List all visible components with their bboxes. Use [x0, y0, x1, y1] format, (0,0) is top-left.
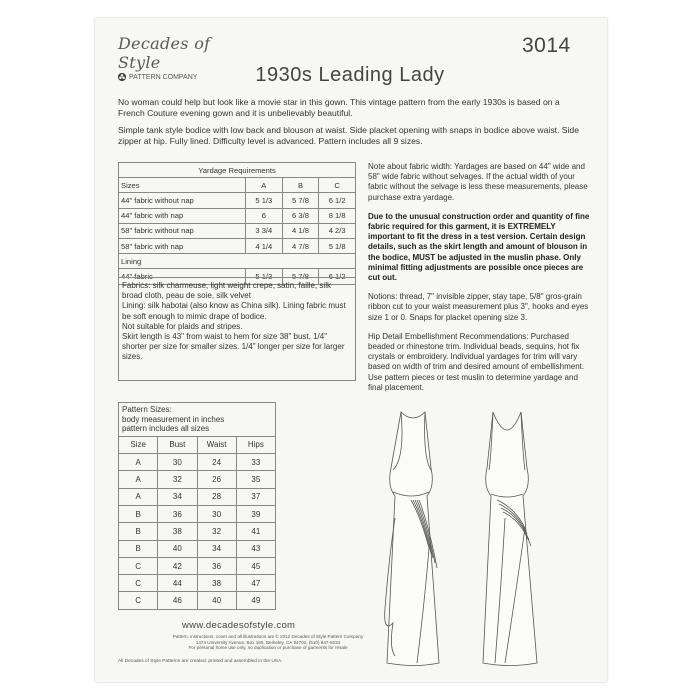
copyright-line: For personal home use only, no duplication or purchase of garments for resale — [188, 645, 348, 651]
table-cell: 6 — [246, 208, 283, 223]
table-cell: 40 — [197, 592, 236, 609]
table-header: Bust — [158, 436, 197, 453]
table-header: C — [319, 178, 356, 193]
table-cell: 6 1/2 — [319, 193, 356, 208]
yardage-table — [118, 162, 356, 285]
table-cell: 36 — [197, 557, 236, 574]
caption-line: pattern includes all sizes — [122, 424, 210, 434]
table-cell: 6 1/2 — [319, 269, 356, 284]
table-cell: 38 — [158, 523, 197, 540]
table-header: Hips — [236, 436, 275, 453]
table-cell: 40 — [158, 540, 197, 557]
fabric-line: Not suitable for plaids and stripes. — [122, 321, 243, 331]
gown-back-sketch — [483, 412, 537, 666]
intro-paragraph: Simple tank style bodice with low back and blouson at waist. Side placket opening with snaps in bodice above waist. Side zipper at hip. Fully lined. Difficulty level is advanced. Pattern includes all 9 sizes. — [118, 125, 579, 146]
fabric-line: Lining: silk habotai (also know as China silk). Lining fabric must be soft enough to mimic drape of bodice. — [122, 301, 346, 321]
table-cell: 47 — [236, 575, 275, 592]
table-row — [119, 540, 276, 557]
made-in-usa-footer: All Decades of Style Patterns are created, printed and assembled in the USA. — [118, 659, 283, 664]
table-row — [119, 488, 276, 505]
table-cell: 4 1/8 — [282, 223, 319, 238]
table-cell: 44" fabric with nap — [119, 208, 246, 223]
copyright-line: Pattern, instructions, cover and all illustrations are © 2012 Decades of Style Pattern Company — [172, 634, 364, 639]
table-cell: 37 — [236, 488, 275, 505]
table-header: Waist — [197, 436, 236, 453]
table-cell: B — [119, 540, 158, 557]
table-cell: C — [119, 592, 158, 609]
table-header: A — [246, 178, 283, 193]
table-cell: 4 7/8 — [282, 238, 319, 253]
table-cell: 46 — [158, 592, 197, 609]
table-cell: 44" fabric without nap — [119, 193, 246, 208]
logo-subtitle: PATTERN COMPANY — [129, 73, 198, 81]
table-cell: 41 — [236, 523, 275, 540]
table-header: Size — [119, 436, 158, 453]
copyright-notice — [118, 634, 418, 651]
table-cell: C — [119, 557, 158, 574]
table-cell: 26 — [197, 471, 236, 488]
table-cell: 35 — [236, 471, 275, 488]
table-cell: B — [119, 505, 158, 522]
sizes-table — [118, 402, 276, 610]
table-cell: 32 — [197, 523, 236, 540]
table-row — [119, 557, 276, 574]
fabric-line: Skirt length is 43" from waist to hem for size 38" bust. 1/4" shorter per size for smaller sizes. 1/4" longer per size for larger sizes. — [122, 332, 345, 362]
table-cell: 28 — [197, 488, 236, 505]
logo-wordmark: Decades of Style — [118, 34, 211, 72]
table-cell: A — [119, 471, 158, 488]
table-header: B — [282, 178, 319, 193]
website-url: www.decadesofstyle.com — [182, 620, 296, 631]
table-cell: 4 2/3 — [319, 223, 356, 238]
table-cell: 33 — [236, 454, 275, 471]
table-cell: B — [119, 523, 158, 540]
caption-line: Pattern Sizes: — [122, 405, 172, 414]
table-cell: 44 — [158, 575, 197, 592]
lining-label: Lining — [119, 254, 356, 269]
table-row — [119, 575, 276, 592]
notes-column — [368, 162, 590, 402]
fabric-width-note: Note about fabric width: Yardages are based on 44" wide and 58" wide fabric without selvages. If the actual width of your fabric without the selvage is less these measurements, please purchase extra yardage. — [368, 162, 588, 202]
table-cell: 4 1/4 — [246, 238, 283, 253]
fabric-line: Fabrics: silk charmeuse, light weight crepe, satin, faille, silk broad cloth, peau de soie, silk velvet — [122, 281, 331, 301]
table-cell: 5 7/8 — [282, 269, 319, 284]
table-row — [119, 505, 276, 522]
table-cell: 5 1/8 — [319, 238, 356, 253]
notions-note: Notions: thread, 7" invisible zipper, stay tape, 5/8" gros-grain ribbon cut to your waist measurement plus 3", hooks and eyes size 1 or 0. Snaps for placket opening size 3. — [368, 292, 589, 322]
table-row — [119, 193, 356, 208]
table-cell: 5 1/3 — [246, 269, 283, 284]
table-row — [119, 223, 356, 238]
table-cell: 6 3/8 — [282, 208, 319, 223]
table-cell: 24 — [197, 454, 236, 471]
table-cell: 49 — [236, 592, 275, 609]
table-cell: A — [119, 488, 158, 505]
table-cell: 3 3/4 — [246, 223, 283, 238]
sizes-caption — [119, 403, 276, 437]
table-row — [119, 254, 356, 269]
table-row — [119, 454, 276, 471]
copyright-line: 1474 University Avenue, Box 165, Berkeley, CA 94702, (510) 847-6234 — [195, 639, 341, 645]
table-cell: 30 — [197, 505, 236, 522]
table-row — [119, 436, 276, 453]
table-row — [119, 208, 356, 223]
table-cell: 34 — [158, 488, 197, 505]
table-row — [119, 523, 276, 540]
table-row — [119, 178, 356, 193]
table-cell: A — [119, 454, 158, 471]
table-cell: 38 — [197, 575, 236, 592]
pattern-title: 1930s Leading Lady — [255, 64, 445, 86]
caption-line: body measurement in inches — [122, 414, 225, 424]
table-row — [119, 592, 276, 609]
table-cell: 5 1/3 — [246, 193, 283, 208]
table-row — [119, 238, 356, 253]
table-cell: 42 — [158, 557, 197, 574]
table-cell: 36 — [158, 505, 197, 522]
table-cell: 39 — [236, 505, 275, 522]
table-cell: 58" fabric without nap — [119, 223, 246, 238]
table-cell: 30 — [158, 454, 197, 471]
intro-paragraph: No woman could help but look like a movie star in this gown. This vintage pattern from the early 1930s is based on a French Couture evening gown and it is unbelievably beautiful. — [118, 97, 560, 118]
table-cell: 45 — [236, 557, 275, 574]
fabric-recommendations — [118, 277, 356, 381]
table-header: Sizes — [119, 178, 246, 193]
table-row — [119, 471, 276, 488]
hip-detail-note: Hip Detail Embellishment Recommendations: Purchased beaded or rhinestone trim. Individual beads, sequins, hot fix crystals or embroidery. Individual yardages for trim will vary based on width of trim and desired amount of embellishment. Use pattern pieces or test muslin to determine yardage and final placement. — [368, 331, 585, 392]
table-cell: 43 — [236, 540, 275, 557]
intro-text — [118, 97, 586, 153]
pattern-number: 3014 — [522, 34, 571, 57]
table-cell: 58" fabric with nap — [119, 238, 246, 253]
fitting-warning: Due to the unusual construction order and quantity of fine fabric required for this garment, it is EXTREMELY important to fit the dress in a test version. Certain design details, such as the skirt length and amount of blouson in the bodice, MUST be adjusted in the muslin phase. Only minimal fitting adjustments are possible once pieces are cut out. — [368, 211, 590, 283]
table-cell: 5 7/8 — [282, 193, 319, 208]
table-cell: 44" fabric — [119, 269, 246, 284]
table-cell: C — [119, 575, 158, 592]
gown-illustration — [365, 408, 565, 668]
gown-front-sketch — [385, 412, 439, 666]
table-cell: 8 1/8 — [319, 208, 356, 223]
table-cell: 32 — [158, 471, 197, 488]
yardage-title: Yardage Requirements — [119, 163, 356, 178]
table-cell: 34 — [197, 540, 236, 557]
